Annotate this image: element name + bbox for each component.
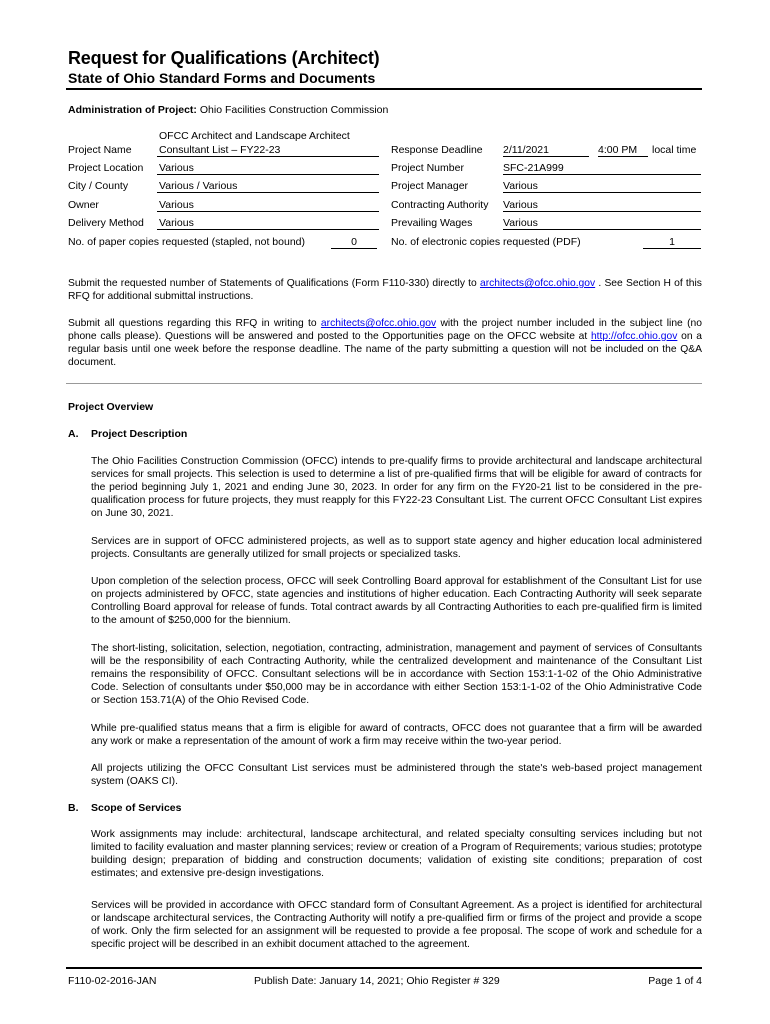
submit-text-1: Submit the requested number of Statements of Qualifications (Form F110-330) directly to (68, 278, 477, 289)
section-a-paragraph: Services are in support of OFCC administered projects, as well as to support state agency and higher education local administered projects. Consultants are generally utilized for small projects or specialized tasks. (91, 536, 702, 560)
footer-form-number: F110-02-2016-JAN (68, 975, 157, 987)
project-manager-label: Project Manager (391, 180, 469, 192)
admin-label: Administration of Project: (68, 104, 197, 116)
section-b-title: Scope of Services (91, 802, 182, 814)
submit-email-link[interactable]: architects@ofcc.ohio.gov (479, 278, 596, 289)
project-number-value: SFC-21A999 (503, 162, 701, 175)
questions-text-2: with the project number included in the subject line (no phone calls please). Questions will be answered and posted to the Opportunities page on the OFCC website at (68, 318, 702, 342)
project-name-line1: OFCC Architect and Landscape Architect (159, 130, 350, 142)
project-number-label: Project Number (391, 162, 464, 174)
section-b-letter: B. (68, 802, 79, 814)
project-name-label: Project Name (68, 144, 132, 156)
paper-copies-label: No. of paper copies requested (stapled, not bound) (68, 236, 305, 248)
section-a-paragraph: Upon completion of the selection process, OFCC will seek Controlling Board approval for establishment of the Consultant List for use on projects administered by OFCC, state agencies and institutions of higher education. Each Contracting Authority will seek separate Controlling Board approval for release of funds. Total contract awards by all Contracting Authorities to each pre-qualified firm is limited to the amount of $250,000 for the biennium. (91, 576, 702, 626)
paper-copies-value: 0 (331, 236, 377, 249)
project-name-line2: Consultant List – FY22-23 (157, 144, 379, 157)
section-a-paragraph: The short-listing, solicitation, selection, negotiation, contracting, administration, management and payment of services of Consultants will be the responsibility of each Contracting Authority, while the centralized development and maintenance of the Consultant List remains the responsibility of OFCC. Consultant selections will be in accordance with Section 153:1-1-02 of the Ohio Administrative Code. Selection of consultants under $50,000 may be in accordance with either Section 153:1-1-02 of the Ohio Administrative Code or Section 153.71(A) of the Ohio Revised Code. (91, 643, 702, 706)
section-divider (66, 383, 702, 384)
city-county-value: Various / Various (157, 180, 379, 193)
ofcc-website-link[interactable]: http://ofcc.ohio.gov (590, 331, 678, 342)
project-overview-heading: Project Overview (68, 401, 154, 413)
delivery-method-label: Delivery Method (68, 217, 144, 229)
electronic-copies-value: 1 (643, 236, 701, 249)
owner-label: Owner (68, 199, 99, 211)
delivery-method-value: Various (157, 217, 379, 230)
footer-page-number: Page 1 of 4 (648, 975, 702, 987)
footer-publish-date: Publish Date: January 14, 2021; Ohio Register # 329 (254, 975, 500, 987)
submit-instructions (68, 277, 702, 303)
city-county-label: City / County (68, 180, 129, 192)
prevailing-wages-label: Prevailing Wages (391, 217, 473, 229)
section-a-paragraph: All projects utilizing the OFCC Consultant List services must be administered through the state's web-based project management system (OAKS CI). (91, 763, 702, 787)
section-b-paragraph: Services will be provided in accordance with OFCC standard form of Consultant Agreement. As a project is identified for architectural or landscape architectural services, the Contracting Authority will notify a pre-qualified firm or firms of the project and provide a scope of work. Only the firm selected for an assignment will be requested to provide a fee proposal. The scope of work and schedule for a specific project will be described in an exhibit document attached to the agreement. (91, 900, 702, 950)
section-a-paragraph: While pre-qualified status means that a firm is eligible for award of contracts, OFCC does not guarantee that a firm will be awarded any work or make a representation of the amount of work a firm may receive within the two-year period. (91, 723, 702, 747)
response-deadline-suffix: local time (652, 144, 697, 156)
project-manager-value: Various (503, 180, 701, 193)
section-b-paragraph: Work assignments may include: architectural, landscape architectural, and related specialty consulting services including but not limited to facility evaluation and master planning services; review or creation of a Program of Requirements; various studies; prototype building design; preparation of bidding and construction documents; validation of existing site conditions; preparation of cost estimates; and extensive pre-design investigations. (91, 829, 702, 879)
document-subtitle: State of Ohio Standard Forms and Documents (68, 70, 376, 86)
submit-text-2: . See Section H of this RFQ for additional submittal instructions. (68, 278, 702, 302)
section-a-title: Project Description (91, 428, 188, 440)
response-deadline-time: 4:00 PM (598, 144, 648, 157)
header-rule (66, 88, 702, 90)
contracting-authority-value: Various (503, 199, 701, 212)
owner-value: Various (157, 199, 379, 212)
document-title: Request for Qualifications (Architect) (68, 48, 380, 68)
response-deadline-date: 2/11/2021 (503, 144, 589, 157)
footer-rule (66, 967, 702, 969)
project-location-value: Various (157, 162, 379, 175)
contracting-authority-label: Contracting Authority (391, 199, 489, 211)
admin-value: Ohio Facilities Construction Commission (199, 104, 389, 116)
questions-text-3: on a regular basis until one week before the response deadline. The name of the party submitting a question will not be included on the Q&A document. (68, 331, 702, 368)
section-a-letter: A. (68, 428, 79, 440)
section-a-paragraph: The Ohio Facilities Construction Commission (OFCC) intends to pre-qualify firms to provide architectural and landscape architectural services for small projects. This selection is used to determine a list of pre-qualified firms that will be eligible for award of contracts for the period beginning July 1, 2021 and ending June 30, 2023. In order for any firm on the FY20-21 list to be considered in the pre-qualification process for future projects, they must reapply for this FY22-23 Consultant List. The current OFCC Consultant List expires on June 30, 2021. (91, 456, 702, 519)
questions-text-1: Submit all questions regarding this RFQ in writing to (68, 318, 317, 329)
administration-line (68, 104, 388, 116)
electronic-copies-label: No. of electronic copies requested (PDF) (391, 236, 581, 248)
response-deadline-label: Response Deadline (391, 144, 483, 156)
prevailing-wages-value: Various (503, 217, 701, 230)
questions-instructions (68, 317, 702, 369)
questions-email-link[interactable]: architects@ofcc.ohio.gov (320, 318, 437, 329)
project-location-label: Project Location (68, 162, 144, 174)
